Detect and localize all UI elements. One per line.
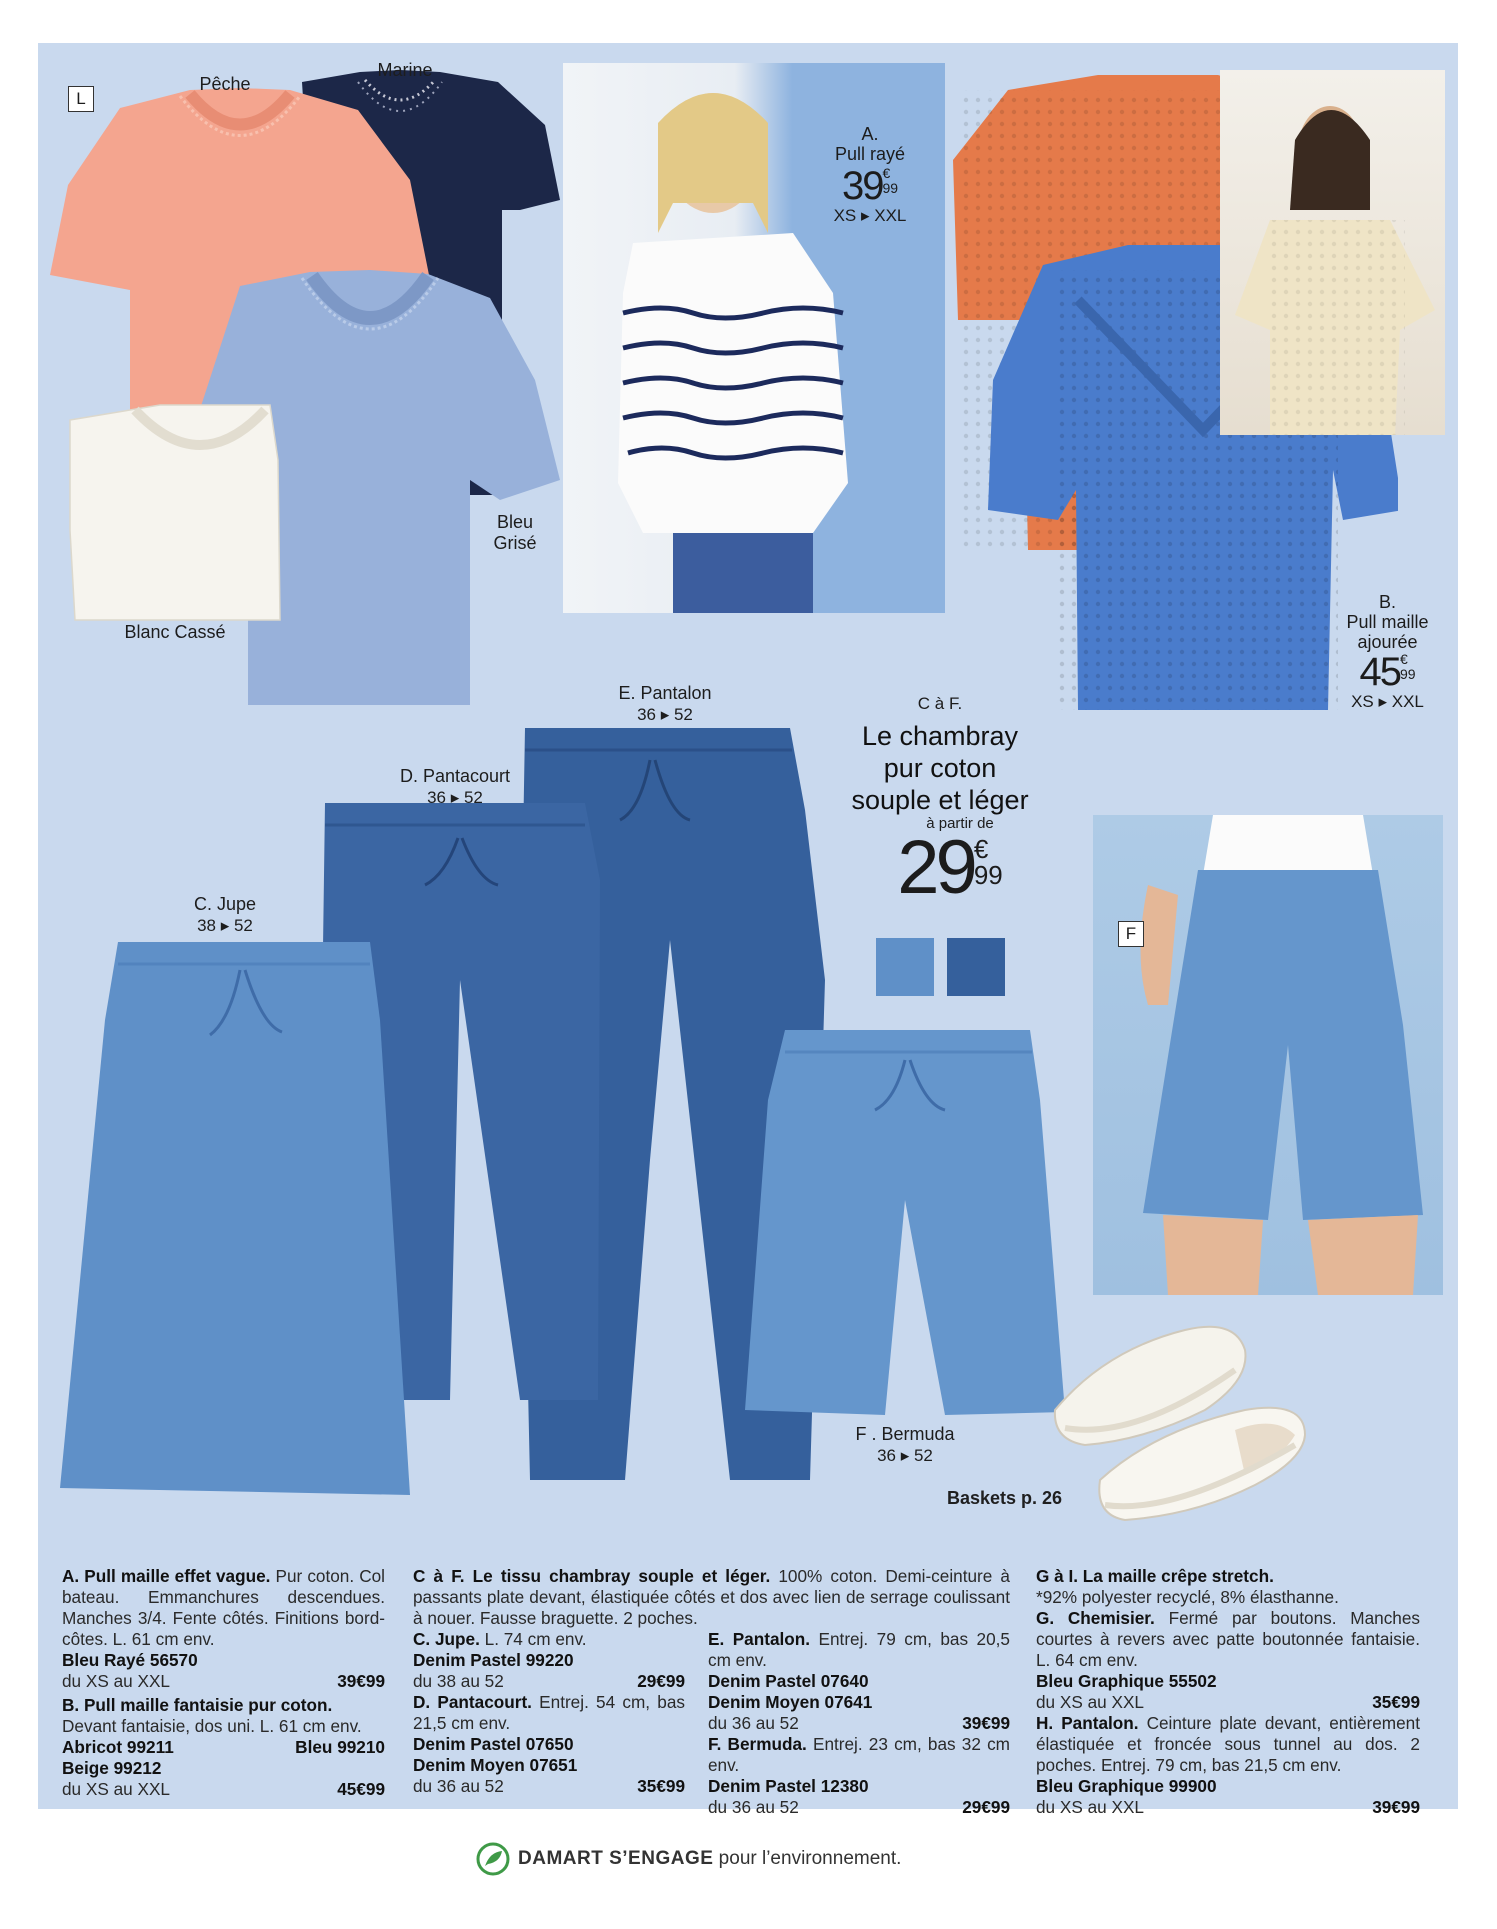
desc-d-price: 35€99 bbox=[637, 1776, 685, 1796]
desc-d-range: du 36 au 52 bbox=[413, 1776, 504, 1796]
desc-e-ref2: Denim Moyen 07641 bbox=[708, 1692, 873, 1712]
chambray-euros: 29 bbox=[897, 825, 974, 910]
pull-a-price bbox=[815, 166, 925, 206]
desc-g-text: Fermé par boutons. Manches courtes à revers avec patte boutonnée fantaisie. L. 64 cm env. bbox=[1036, 1608, 1420, 1670]
desc-d-ref2: Denim Moyen 07651 bbox=[413, 1755, 578, 1775]
desc-col-1 bbox=[62, 1566, 385, 1800]
jupe-c-name: C. Jupe bbox=[193, 894, 257, 914]
chambray-currency: € bbox=[973, 834, 989, 864]
desc-h-range: du XS au XXL bbox=[1036, 1797, 1144, 1817]
pull-b-price bbox=[1325, 652, 1450, 692]
pull-b-euros: 45 bbox=[1359, 650, 1400, 694]
pull-b-callout bbox=[1325, 592, 1450, 712]
desc-e-range: du 36 au 52 bbox=[708, 1713, 799, 1733]
label-bermuda-f bbox=[830, 1424, 980, 1466]
desc-d-text: Entrej. 54 cm, bas 21,5 cm env. bbox=[413, 1692, 685, 1733]
desc-ef bbox=[708, 1629, 1010, 1818]
pull-a-currency: € bbox=[882, 165, 891, 181]
pantacourt-d-sizes: 36 ▸ 52 bbox=[427, 788, 483, 807]
desc-e-ref1: Denim Pastel 07640 bbox=[708, 1671, 869, 1691]
desc-g-ref: Bleu Graphique 55502 bbox=[1036, 1671, 1217, 1691]
leaf-logo-icon bbox=[476, 1842, 510, 1876]
desc-h-ref: Bleu Graphique 99900 bbox=[1036, 1776, 1217, 1796]
pull-a-callout bbox=[815, 124, 925, 226]
desc-gi-title: G à I. La maille crêpe stretch. bbox=[1036, 1566, 1274, 1586]
pull-a-cents: 99 bbox=[882, 180, 899, 196]
desc-b-ref3: Beige 99212 bbox=[62, 1758, 162, 1778]
denim-illustration bbox=[50, 720, 1090, 1500]
desc-f-title: F. Bermuda. bbox=[708, 1734, 807, 1754]
desc-g-title: G. Chemisier. bbox=[1036, 1608, 1155, 1628]
label-bleu-grise: Bleu Grisé bbox=[493, 512, 537, 553]
desc-f-ref: Denim Pastel 12380 bbox=[708, 1776, 869, 1796]
chambray-cents: 99 bbox=[973, 860, 1003, 890]
label-marine: Marine bbox=[377, 60, 433, 80]
footer-text: pour l’environnement. bbox=[713, 1848, 902, 1869]
pantacourt-d-name: D. Pantacourt bbox=[399, 766, 511, 786]
desc-f-range: du 36 au 52 bbox=[708, 1797, 799, 1817]
label-blanc-casse: Blanc Cassé bbox=[124, 622, 226, 642]
photo-pull-ajoure bbox=[1220, 70, 1445, 435]
desc-b-price: 45€99 bbox=[337, 1779, 385, 1799]
desc-col-2 bbox=[413, 1566, 1010, 1818]
desc-b-title: B. Pull maille fantaisie pur coton. bbox=[62, 1695, 333, 1715]
jupe-c bbox=[60, 942, 410, 1495]
tshirts-illustration bbox=[40, 60, 570, 720]
pull-b-letter: B. bbox=[1378, 592, 1396, 612]
desc-a-ref: Bleu Rayé 56570 bbox=[62, 1650, 198, 1670]
desc-col-3 bbox=[1036, 1566, 1420, 1818]
desc-e-price: 39€99 bbox=[962, 1713, 1010, 1733]
desc-g-price: 35€99 bbox=[1372, 1692, 1420, 1712]
desc-cf bbox=[413, 1566, 1010, 1629]
desc-a bbox=[62, 1566, 385, 1650]
desc-c-text: L. 74 cm env. bbox=[479, 1629, 587, 1649]
label-jupe-c bbox=[160, 894, 290, 936]
label-pantacourt-d bbox=[370, 766, 540, 808]
desc-e-text: Entrej. 79 cm, bas 20,5 cm env. bbox=[708, 1629, 1010, 1670]
pantalon-e-name: E. Pantalon bbox=[618, 683, 712, 703]
desc-a-range: du XS au XXL bbox=[62, 1671, 170, 1691]
footer-engagement bbox=[476, 1842, 901, 1876]
jupe-c-sizes: 38 ▸ 52 bbox=[197, 916, 253, 935]
chambray-range: C à F. bbox=[917, 694, 963, 713]
chambray-title: Le chambray pur coton souple et léger bbox=[851, 721, 1029, 815]
pull-a-letter: A. bbox=[861, 124, 879, 144]
pull-b-name: Pull maille ajourée bbox=[1346, 612, 1429, 652]
sneakers-illustration bbox=[1045, 1310, 1315, 1540]
desc-a-price: 39€99 bbox=[337, 1671, 385, 1691]
desc-b bbox=[62, 1695, 385, 1716]
desc-b-range: du XS au XXL bbox=[62, 1779, 170, 1799]
tag-l: L bbox=[68, 86, 94, 112]
label-peche: Pêche bbox=[199, 74, 251, 94]
desc-h-title: H. Pantalon. bbox=[1036, 1713, 1139, 1733]
pull-b-currency: € bbox=[1399, 651, 1408, 667]
desc-d-ref1: Denim Pastel 07650 bbox=[413, 1734, 574, 1754]
bermuda-f bbox=[745, 1030, 1065, 1415]
desc-h-text: Ceinture plate devant, entièrement élastiquée et froncée sous tunnel au dos. 2 poches. Entrej. 79 cm, bas 21,5 cm env. bbox=[1036, 1713, 1420, 1775]
desc-g-range: du XS au XXL bbox=[1036, 1692, 1144, 1712]
desc-d-title: D. Pantacourt. bbox=[413, 1692, 532, 1712]
pull-a-euros: 39 bbox=[841, 164, 883, 208]
desc-b-ref2: Bleu 99210 bbox=[295, 1737, 385, 1757]
desc-h-price: 39€99 bbox=[1372, 1797, 1420, 1817]
desc-b-text: Devant fantaisie, dos uni. L. 61 cm env. bbox=[62, 1716, 362, 1736]
desc-cd bbox=[413, 1629, 685, 1818]
desc-c-range: du 38 au 52 bbox=[413, 1671, 504, 1691]
bermuda-f-sizes: 36 ▸ 52 bbox=[877, 1446, 933, 1465]
pull-a-sizes: XS ▸ XXL bbox=[833, 206, 907, 225]
desc-c-ref: Denim Pastel 99220 bbox=[413, 1650, 574, 1670]
desc-c-title: C. Jupe. bbox=[413, 1629, 480, 1649]
pantalon-e-sizes: 36 ▸ 52 bbox=[637, 705, 693, 724]
desc-cf-title: C à F. Le tissu chambray souple et léger. bbox=[413, 1566, 771, 1586]
footer-brand: DAMART S’ENGAGE bbox=[518, 1848, 714, 1869]
pull-b-sizes: XS ▸ XXL bbox=[1351, 692, 1424, 711]
desc-cf-text: 100% coton. Demi-ceinture à passants plate devant, élastiquée côtés et dos avec lien de serrage coulissant à nouer. Fausse braguette. 2 poches. bbox=[413, 1566, 1010, 1628]
desc-gi-text: *92% polyester recyclé, 8% élasthanne. bbox=[1036, 1587, 1339, 1607]
pull-a-name: Pull rayé bbox=[834, 144, 906, 164]
label-pantalon-e bbox=[580, 683, 750, 725]
pull-b-cents: 99 bbox=[1399, 666, 1416, 682]
desc-a-text: Pur coton. Col bateau. Emmanchures descendues. Manches 3/4. Fente côtés. Finitions bord-côtes. L. 61 cm env. bbox=[62, 1566, 385, 1649]
desc-f-text: Entrej. 23 cm, bas 32 cm env. bbox=[708, 1734, 1010, 1775]
photo-bermuda bbox=[1093, 815, 1443, 1295]
desc-b-ref1: Abricot 99211 bbox=[62, 1737, 174, 1757]
desc-a-title: A. Pull maille effet vague. bbox=[62, 1566, 271, 1586]
baskets-ref: Baskets p. 26 bbox=[947, 1488, 1063, 1508]
tag-f: F bbox=[1118, 921, 1144, 947]
chambray-from: à partir de bbox=[926, 815, 994, 832]
bermuda-f-name: F . Bermuda bbox=[855, 1424, 955, 1444]
desc-f-price: 29€99 bbox=[962, 1797, 1010, 1817]
desc-c-price: 29€99 bbox=[637, 1671, 685, 1691]
desc-e-title: E. Pantalon. bbox=[708, 1629, 811, 1649]
